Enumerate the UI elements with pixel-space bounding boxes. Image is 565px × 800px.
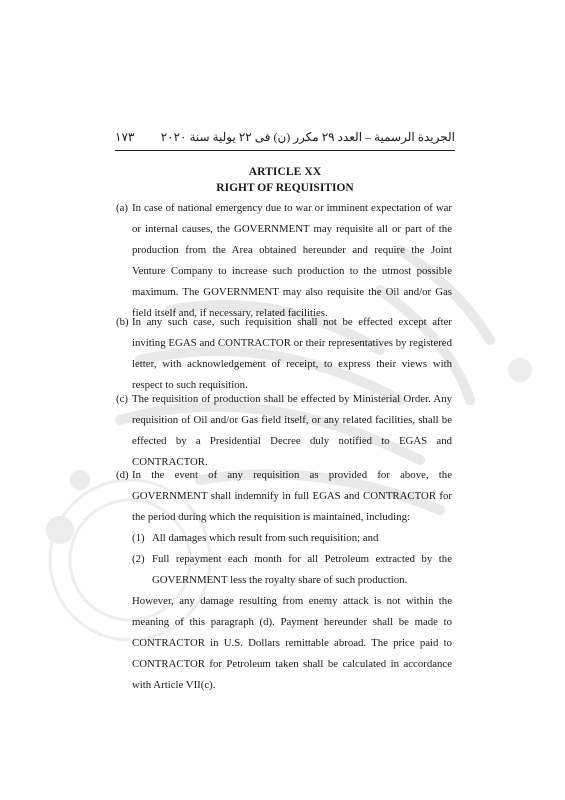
clause-d xyxy=(116,465,452,696)
list-item-text: All damages which result from such requisition; and xyxy=(152,532,379,544)
clause-text: The requisition of production shall be effected by Ministerial Order. Any requisition of Oil and/or Gas field itself, or any related facilities, shall be effected by a Presidential Decree duly notified to EGAS and CONTRACTOR. xyxy=(132,393,452,468)
page-number: ١٧٣ xyxy=(115,130,135,144)
clause-closing: However, any damage resulting from enemy attack is not within the meaning of this paragraph (d). Payment hereunder shall be made to CONTRACTOR in U.S. Dollars remittable abroad. The price paid to CONTRACTOR for Petroleum taken shall be calculated in accordance with Article VII(c). xyxy=(132,595,452,691)
clause-b xyxy=(116,312,452,396)
list-item-text: Full repayment each month for all Petroleum extracted by the GOVERNMENT less the royalty share of such production. xyxy=(152,553,452,586)
article-number: ARTICLE XX xyxy=(248,166,322,178)
list-item-label: (1) xyxy=(132,532,145,544)
clause-label: (a) xyxy=(116,202,128,214)
list-item xyxy=(132,528,452,549)
clause-intro: In the event of any requisition as provided for above, the GOVERNMENT shall indemnify in full EGAS and CONTRACTOR for the period during which the requisition is maintained, including: xyxy=(132,469,452,523)
clause-text: In any such case, such requisition shall not be effected except after inviting EGAS and CONTRACTOR or their representatives by registered letter, with acknowledgement of receipt, to express their views with respect to such requisition. xyxy=(132,316,452,391)
clause-text: In case of national emergency due to war or imminent expectation of war or internal causes, the GOVERNMENT may requisite all or part of the production from the Area obtained hereunder and require the Joint Venture Company to increase such production to the utmost possible maximum. The GOVERNMENT may also requisite the Oil and/or Gas field itself and, if necessary, related facilities. xyxy=(132,202,452,319)
clause-c xyxy=(116,389,452,473)
list-item xyxy=(132,549,452,591)
clause-label: (c) xyxy=(116,393,128,405)
clause-label: (d) xyxy=(116,469,129,481)
article-title: RIGHT OF REQUISITION xyxy=(216,182,354,194)
gazette-header-text: الجريدة الرسمية – العدد ٢٩ مكرر (ن) فى ٢٢ يولية سنة ٢٠٢٠ xyxy=(160,130,455,144)
list-item-label: (2) xyxy=(132,553,145,565)
page-header xyxy=(115,130,455,151)
clause-label: (b) xyxy=(116,316,129,328)
clause-a xyxy=(116,198,452,324)
